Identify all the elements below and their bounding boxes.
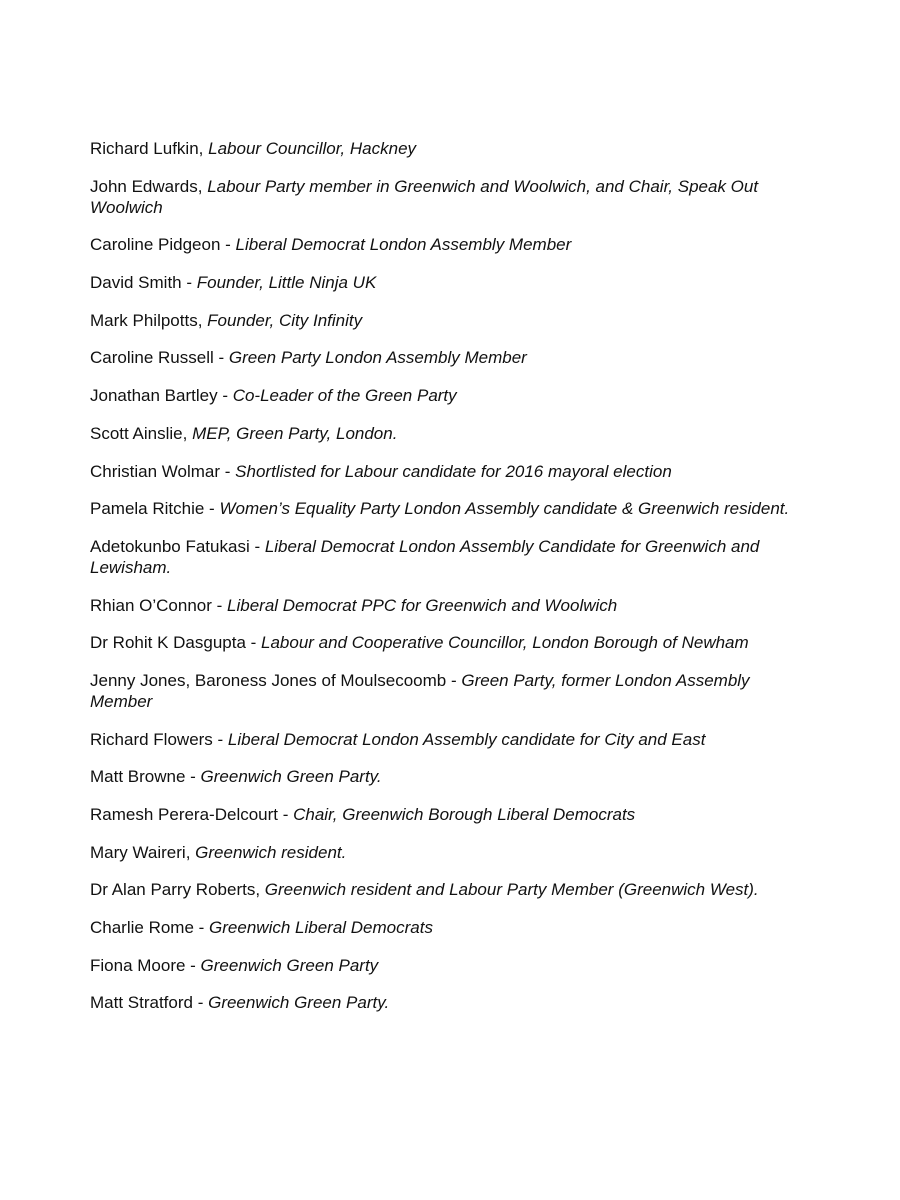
signatory-entry <box>90 729 790 750</box>
signatory-entry <box>90 842 790 863</box>
separator: - <box>181 273 197 293</box>
signatory-role: Liberal Democrat London Assembly Candidate for Greenwich and Lewisham. <box>90 536 760 577</box>
signatory-role: Liberal Democrat London Assembly candidate for City and East <box>227 729 706 749</box>
signatory-name: Christian Wolmar <box>90 461 221 481</box>
signatory-name: Charlie Rome <box>90 918 194 938</box>
separator: , <box>197 176 208 196</box>
signatory-name: Richard Lufkin <box>90 139 199 158</box>
separator: , <box>182 423 193 443</box>
signatory-entry <box>90 595 790 616</box>
signatory-entry <box>90 234 790 255</box>
signatory-entry <box>90 536 790 578</box>
signatory-entry <box>90 461 790 482</box>
separator: - <box>193 918 210 938</box>
signatory-entry <box>90 347 790 368</box>
signatory-role: MEP, Green Party, London. <box>192 423 398 443</box>
signatory-name: Jenny Jones, Baroness Jones of Moulsecoomb <box>90 670 447 690</box>
separator: - <box>185 767 201 787</box>
signatory-role: Labour Councillor, Hackney <box>208 139 417 158</box>
signatory-role: Greenwich Green Party. <box>200 767 382 787</box>
signatory-entry <box>90 423 790 444</box>
separator: - <box>213 348 229 368</box>
signatory-name: Mary Waireri <box>90 842 186 862</box>
signatory-name: Dr Alan Parry Roberts <box>90 880 256 900</box>
signatory-name: Pamela Ritchie <box>90 499 205 519</box>
signatory-role: Labour Party member in Greenwich and Woolwich, and Chair, Speak Out Woolwich <box>90 176 759 217</box>
separator: - <box>185 955 201 975</box>
signatory-role: Labour and Cooperative Councillor, London Borough of Newham <box>261 633 749 653</box>
signatory-name: Matt Browne <box>90 767 186 787</box>
signatory-role: Liberal Democrat London Assembly Member <box>235 235 572 255</box>
signatory-role: Shortlisted for Labour candidate for 2016 mayoral election <box>235 461 672 481</box>
signatory-name: Dr Rohit K Dasgupta <box>90 633 246 653</box>
separator: - <box>212 729 228 749</box>
signatory-role: Founder, City Infinity <box>207 310 363 330</box>
signatory-entry <box>90 632 790 653</box>
signatory-name: Richard Flowers <box>90 729 213 749</box>
separator: , <box>255 880 265 900</box>
separator: , <box>198 139 209 158</box>
separator: , <box>185 842 196 862</box>
signatory-entry <box>90 138 790 159</box>
signatory-role: Greenwich Liberal Democrats <box>209 918 433 938</box>
signatory-name: John Edwards <box>90 176 198 196</box>
separator: - <box>220 235 236 255</box>
signatory-role: Chair, Greenwich Borough Liberal Democrats <box>293 805 636 824</box>
signatory-entry <box>90 498 790 519</box>
signatory-entry <box>90 804 790 825</box>
signatory-name: David Smith <box>90 273 182 293</box>
signatory-name: Mark Philpotts <box>90 310 198 330</box>
signatory-name: Rhian O’Connor <box>90 595 212 615</box>
signatory-entry <box>90 310 790 331</box>
separator: - <box>220 461 236 481</box>
separator: - <box>446 670 462 690</box>
separator: - <box>217 386 233 406</box>
signatory-name: Ramesh Perera-Delcourt <box>90 805 279 824</box>
signatory-role: Co-Leader of the Green Party <box>232 386 457 406</box>
separator: - <box>245 633 262 653</box>
signatory-role: Greenwich Green Party. <box>208 993 390 1013</box>
signatory-entry <box>90 176 790 218</box>
signatory-role: Greenwich resident. <box>195 842 347 862</box>
signatory-entry <box>90 917 790 938</box>
signatory-entry <box>90 272 790 293</box>
signatory-name: Adetokunbo Fatukasi <box>90 536 250 556</box>
signatory-entry <box>90 385 790 406</box>
signatory-entry <box>90 992 790 1013</box>
signatory-entry <box>90 955 790 976</box>
separator: - <box>192 993 209 1013</box>
signatory-role: Women’s Equality Party London Assembly candidate & Greenwich resident. <box>219 499 790 519</box>
signatory-name: Matt Stratford <box>90 993 193 1013</box>
separator: - <box>278 805 294 824</box>
separator: - <box>204 499 220 519</box>
separator: , <box>197 310 208 330</box>
separator: - <box>211 595 228 615</box>
signatory-role: Greenwich Green Party <box>200 955 379 975</box>
signatory-role: Founder, Little Ninja UK <box>196 273 377 293</box>
signatory-entry <box>90 670 790 712</box>
signatory-role: Green Party London Assembly Member <box>228 348 527 368</box>
signatory-name: Scott Ainslie <box>90 423 183 443</box>
signatory-role: Greenwich resident and Labour Party Member (Greenwich West). <box>264 880 759 900</box>
signatory-name: Caroline Pidgeon <box>90 235 221 255</box>
signatory-entry <box>90 766 790 787</box>
signatory-name: Fiona Moore <box>90 955 186 975</box>
signatory-role: Green Party, former London Assembly Member <box>90 670 750 711</box>
signatory-role: Liberal Democrat PPC for Greenwich and Woolwich <box>227 595 618 615</box>
signatory-list <box>90 138 790 1030</box>
separator: - <box>249 536 265 556</box>
signatory-name: Caroline Russell <box>90 348 214 368</box>
signatory-name: Jonathan Bartley <box>90 386 218 406</box>
signatory-entry <box>90 879 790 900</box>
